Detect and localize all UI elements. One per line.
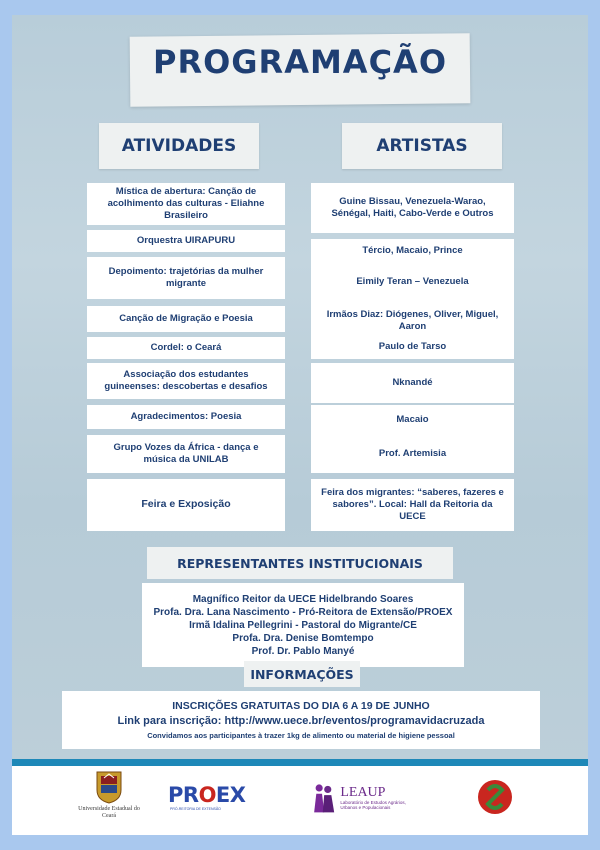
atividade-item: Cordel: o Ceará [87, 337, 285, 359]
artista-item: Irmãos Diaz: Diógenes, Oliver, Miguel, Aaron [311, 303, 514, 339]
representante-line: Irmã Idalina Pellegrini - Pastoral do Migrante/CE [189, 619, 417, 631]
proex-subtitle: PRÓ-REITORIA DE EXTENSÃO [170, 807, 221, 811]
observatorio-logo [466, 768, 524, 826]
leaup-subtitle: Laboratório de Estudos Agrários, Urbanos e Populacionais [340, 800, 406, 810]
artista-item: Eimily Teran – Venezuela [311, 259, 514, 305]
leaup-figures-icon [312, 776, 336, 820]
leaup-text [340, 785, 424, 811]
atividade-item: Mística de abertura: Canção de acolhimento das culturas - Eliahne Brasileiro [87, 183, 285, 225]
artistas-heading: ARTISTAS [342, 123, 502, 169]
inscricao-link[interactable]: Link para inscrição: http://www.uece.br/eventos/programavidacruzada [117, 715, 485, 727]
informacoes-box [62, 691, 540, 749]
representante-line: Profa. Dra. Lana Nascimento - Pró-Reitora de Extensão/PROEX [153, 606, 453, 618]
atividade-item: Canção de Migração e Poesia [87, 306, 285, 332]
informacoes-heading: INFORMAÇÕES [244, 661, 360, 687]
artista-item: Tércio, Macaio, Prince [311, 239, 514, 263]
footer-stripe [12, 759, 588, 766]
representante-line: Profa. Dra. Denise Bomtempo [232, 632, 374, 644]
uece-logo [74, 770, 144, 830]
leaup-logo [312, 772, 424, 824]
representante-line: Magnífico Reitor da UECE Hidelbrando Soares [192, 593, 414, 605]
representantes-heading: REPRESENTANTES INSTITUCIONAIS [147, 547, 453, 579]
proex-logo [168, 783, 268, 817]
atividade-item: Feira e Exposição [87, 479, 285, 531]
atividade-item: Associação dos estudantes guineenses: descobertas e desafios [87, 363, 285, 399]
atividade-item: Agradecimentos: Poesia [87, 405, 285, 429]
uece-name: Universidade Estadual do Ceará [78, 806, 140, 819]
representante-line: Prof. Dr. Pablo Manyé [251, 645, 355, 657]
atividade-item: Depoimento: trajetórias da mulher migrante [87, 257, 285, 299]
observatorio-emblem-icon [466, 768, 524, 826]
artista-item: Feira dos migrantes: “saberes, fazeres e sabores”. Local: Hall da Reitoria da UECE [311, 479, 514, 531]
atividade-item: Orquestra UIRAPURU [87, 230, 285, 252]
poster [12, 15, 588, 835]
convite-text: Convidamos aos participantes à trazer 1kg de alimento ou material de higiene pessoal [147, 731, 455, 740]
page-title: PROGRAMAÇÃO [152, 43, 448, 81]
artista-item: Paulo de Tarso [311, 335, 514, 359]
atividades-heading: ATIVIDADES [99, 123, 259, 169]
proex-wordmark: PROEX [168, 783, 246, 807]
leaup-name: LEAUP [340, 785, 386, 801]
atividade-item: Grupo Vozes da África - dança e música da UNILAB [87, 435, 285, 473]
artista-item: Prof. Artemisia [311, 435, 514, 473]
representantes-list [142, 583, 464, 667]
artista-item: Guine Bissau, Venezuela-Warao, Sénégal, Haiti, Cabo-Verde e Outros [311, 183, 514, 233]
uece-crest-icon [95, 770, 123, 804]
artista-item: Nknandé [311, 363, 514, 403]
artista-item: Macaio [311, 405, 514, 435]
inscricoes-text: INSCRIÇÕES GRATUITAS DO DIA 6 A 19 DE JUNHO [172, 700, 430, 712]
